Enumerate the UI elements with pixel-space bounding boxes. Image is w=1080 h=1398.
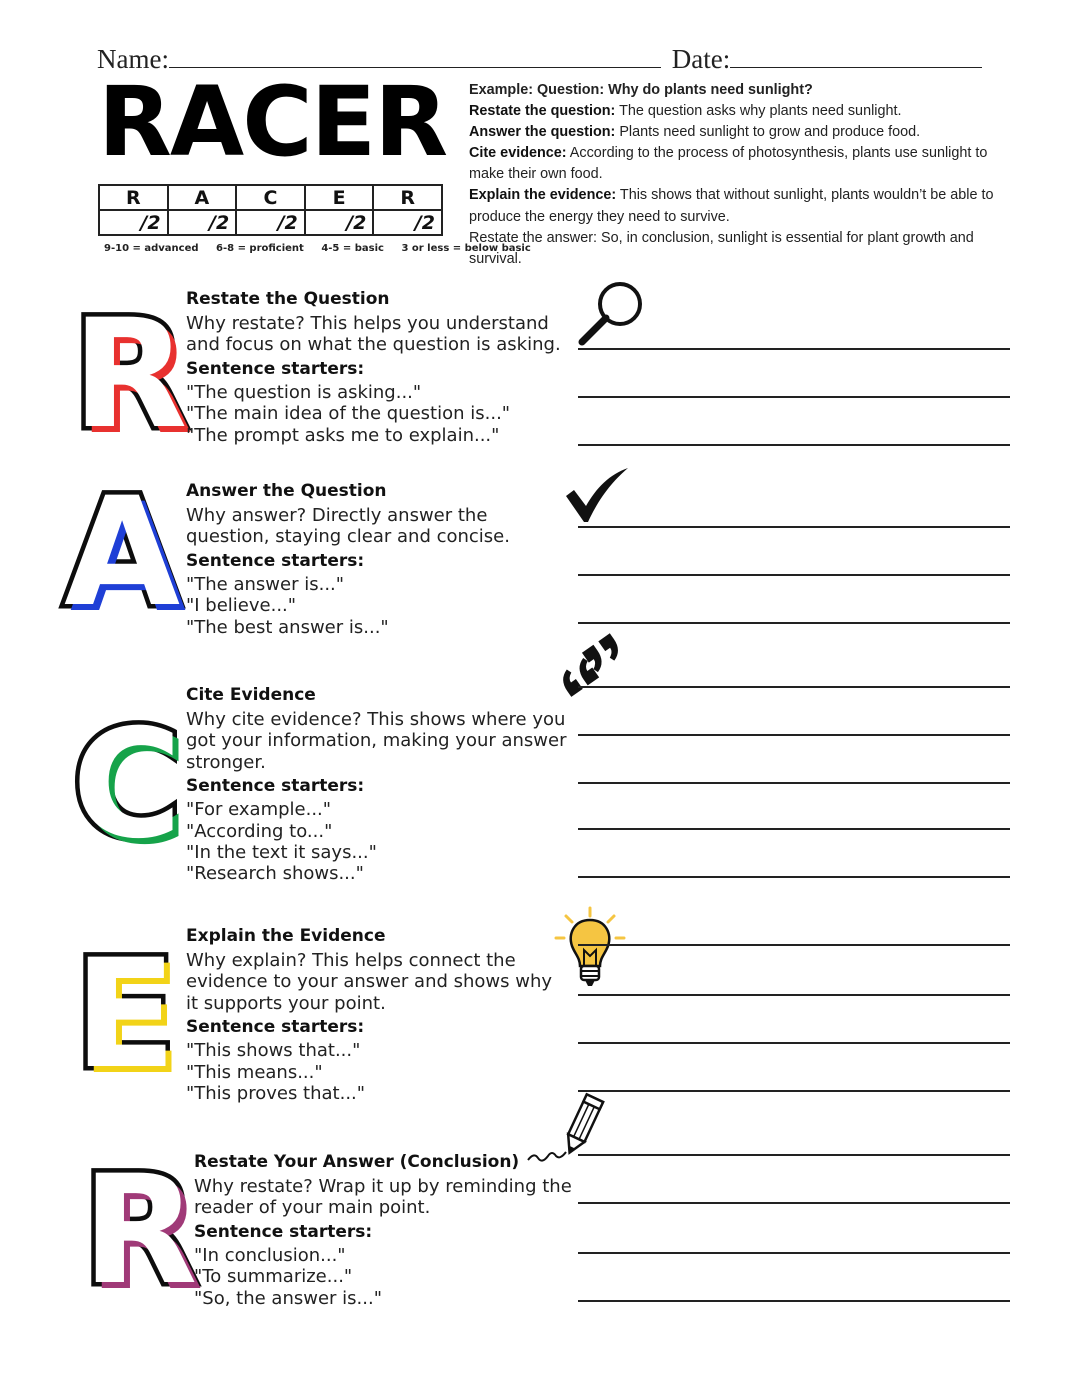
score-header-a: A (168, 185, 237, 210)
score-cell-a[interactable]: /2 (168, 210, 237, 235)
answer-line[interactable] (578, 734, 1010, 736)
answer-line[interactable] (578, 876, 1010, 878)
scale-below-basic: 3 or less = below basic (401, 243, 531, 254)
scale-advanced: 9-10 = advanced (104, 243, 199, 254)
section-cite (186, 685, 571, 885)
answer-line[interactable] (578, 1154, 1010, 1156)
score-cell-e[interactable]: /2 (305, 210, 374, 235)
answer-line[interactable] (578, 348, 1010, 350)
example-explain: Explain the evidence: This shows that without sunlight, plants wouldn’t be able to produce the energy they need to survive. (469, 187, 994, 225)
starters-list: "This shows that..." "This means..." "This proves that..." (186, 1040, 366, 1105)
lightbulb-icon (554, 906, 626, 992)
section-title: Answer the Question (186, 481, 387, 501)
example-restate-answer: Restate the answer: So, in conclusion, sunlight is essential for plant growth and survival. (469, 229, 974, 267)
score-cell-r2[interactable]: /2 (373, 210, 442, 235)
section-body: Why restate? This helps you understand and focus on what the question is asking. (186, 313, 561, 356)
example-title: Example: Question: Why do plants need sunlight? (469, 82, 813, 98)
letter-c-cite: C (72, 698, 183, 872)
date-field[interactable] (730, 46, 982, 68)
score-header-r: R (99, 185, 168, 210)
section-title: Cite Evidence (186, 685, 316, 705)
answer-line[interactable] (578, 782, 1010, 784)
starters-label: Sentence starters: (186, 358, 365, 379)
answer-line[interactable] (578, 828, 1010, 830)
starters-label: Sentence starters: (186, 550, 365, 571)
example-answer: Answer the question: Plants need sunlight to grow and produce food. (469, 124, 921, 141)
scale-basic: 4-5 = basic (321, 243, 384, 254)
name-field[interactable] (169, 46, 661, 68)
section-title: Explain the Evidence (186, 926, 386, 946)
magnifying-glass-icon (578, 280, 648, 348)
section-explain (186, 926, 566, 1104)
letter-e-explain: E (74, 928, 177, 1102)
score-header-c: C (236, 185, 305, 210)
answer-line[interactable] (578, 396, 1010, 398)
answer-line[interactable] (578, 994, 1010, 996)
letter-a-answer: A (64, 466, 181, 640)
section-conclusion (194, 1152, 574, 1309)
answer-line[interactable] (578, 622, 1010, 624)
section-restate (186, 289, 566, 446)
letter-r-conclusion: R (82, 1144, 198, 1318)
quote-marks-icon (552, 628, 636, 712)
starters-list: "For example..." "According to..." "In the text it says..." "Research shows..." (186, 799, 377, 885)
answer-line[interactable] (578, 944, 1010, 946)
scale-proficient: 6-8 = proficient (216, 243, 304, 254)
starters-list: "In conclusion..." "To summarize..." "So, the answer is..." (194, 1244, 382, 1309)
answer-line[interactable] (578, 686, 1010, 688)
section-answer (186, 481, 566, 638)
answer-line[interactable] (578, 1300, 1010, 1302)
score-cell-c[interactable]: /2 (236, 210, 305, 235)
answer-line[interactable] (578, 1090, 1010, 1092)
date-label: Date: (671, 44, 731, 74)
section-body: Why restate? Wrap it up by reminding the reader of your main point. (194, 1176, 572, 1219)
checkmark-icon (564, 466, 630, 524)
score-table (98, 184, 443, 236)
score-scale (104, 243, 531, 254)
score-header-e: E (305, 185, 374, 210)
answer-line[interactable] (578, 1042, 1010, 1044)
score-header-r2: R (373, 185, 442, 210)
section-title: Restate Your Answer (Conclusion) (194, 1152, 520, 1172)
page-title: RACER (98, 66, 447, 178)
starters-label: Sentence starters: (186, 1017, 365, 1038)
answer-line[interactable] (578, 574, 1010, 576)
starters-label: Sentence starters: (194, 1221, 373, 1242)
example-block (469, 80, 994, 270)
name-label: Name: (97, 44, 169, 74)
section-body: Why cite evidence? This shows where you got your information, making your answer stronger. (186, 709, 567, 773)
answer-line[interactable] (578, 1252, 1010, 1254)
starters-list: "The question is asking..." "The main idea of the question is..." "The prompt asks me to explain..." (186, 381, 511, 446)
answer-line[interactable] (578, 444, 1010, 446)
section-title: Restate the Question (186, 289, 390, 309)
starters-list: "The answer is..." "I believe..." "The best answer is..." (186, 573, 389, 638)
answer-line[interactable] (578, 1202, 1010, 1204)
section-body: Why answer? Directly answer the question, staying clear and concise. (186, 505, 510, 548)
answer-line[interactable] (578, 526, 1010, 528)
section-body: Why explain? This helps connect the evidence to your answer and shows why it supports your point. (186, 950, 553, 1014)
score-cell-r[interactable]: /2 (99, 210, 168, 235)
starters-label: Sentence starters: (186, 776, 365, 797)
pencil-icon (524, 1094, 608, 1168)
letter-r-restate: R (72, 288, 188, 462)
example-restate: Restate the question: The question asks why plants need sunlight. (469, 103, 902, 120)
example-cite: Cite evidence: According to the process of photosynthesis, plants use sunlight to make their own food. (469, 145, 988, 183)
